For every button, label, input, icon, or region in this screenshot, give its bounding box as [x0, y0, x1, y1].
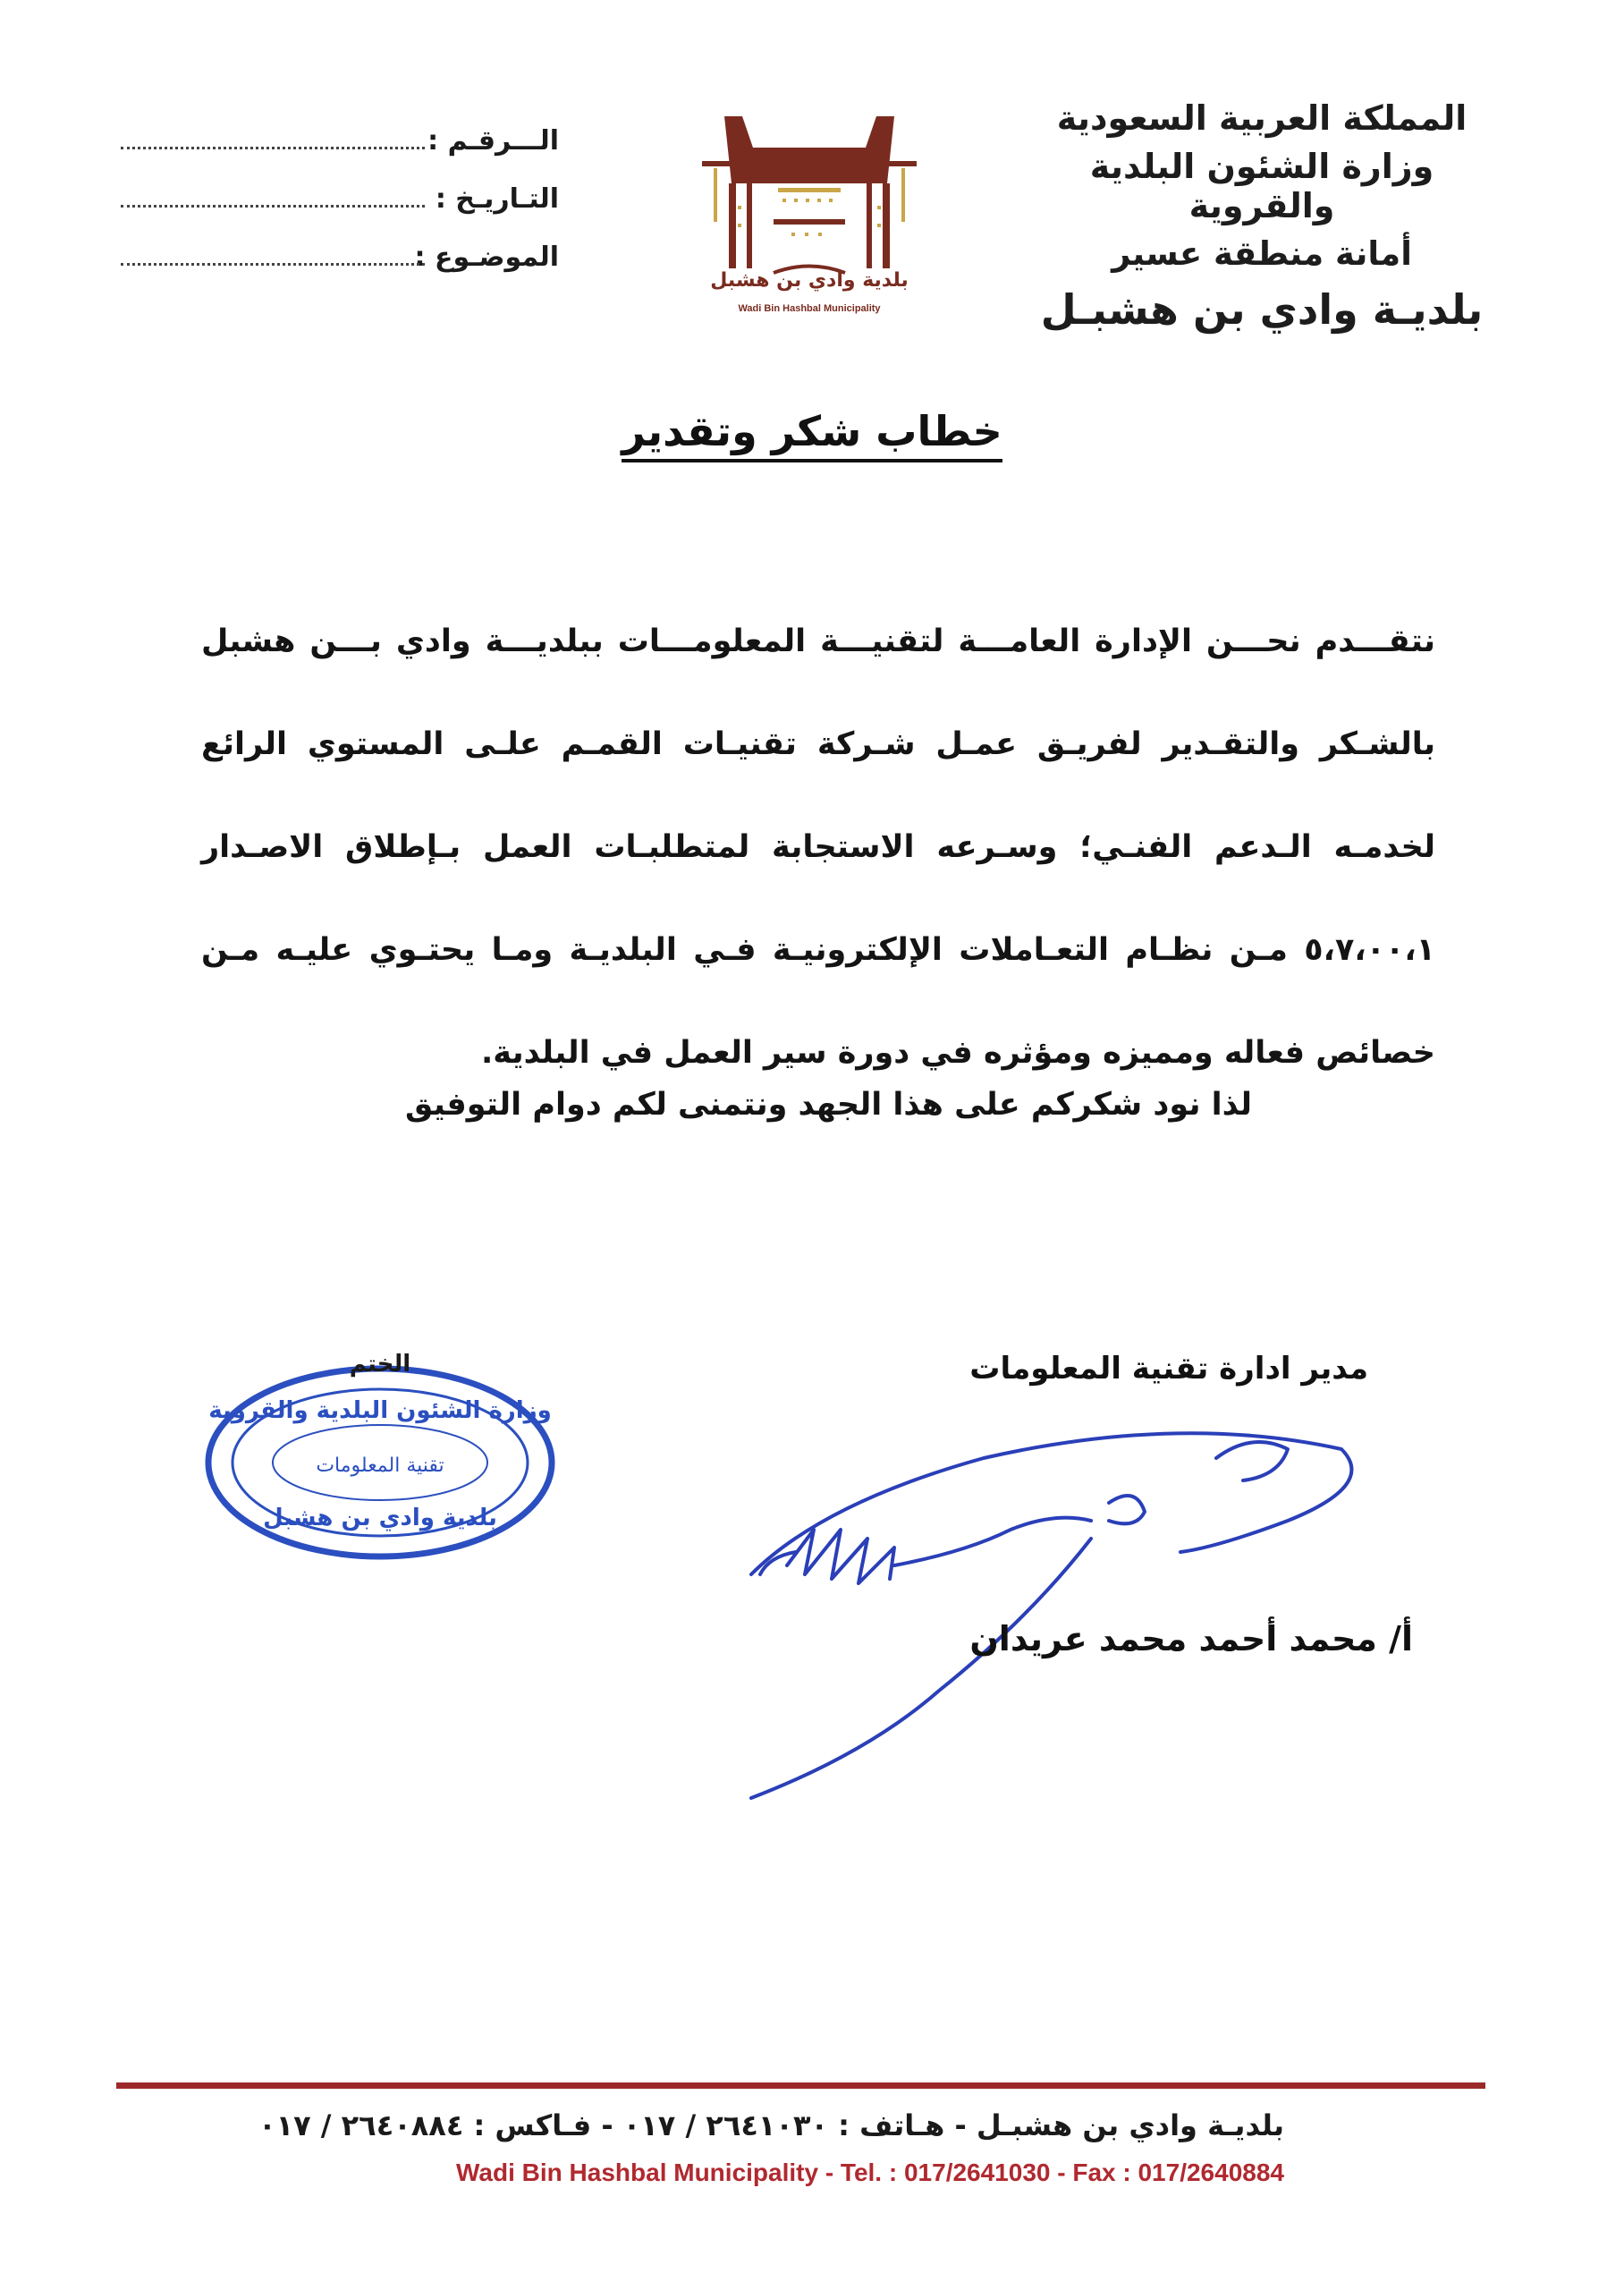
letter-body — [201, 590, 1435, 1105]
meta-date-row — [121, 183, 559, 242]
organization-header — [1011, 98, 1512, 334]
meta-subject-label: الموضـوع : — [414, 242, 559, 273]
signatory-name: أ/ محمد أحمد محمد عريدان — [969, 1619, 1413, 1658]
meta-date-label: التـاريـخ : — [435, 183, 559, 215]
official-stamp — [201, 1346, 559, 1565]
letter-paragraph: نتقـــدم نحـــن الإدارة العامـــة لتقنيـــة المعلومـــات ببلديـــة وادي بـــن هشبل بالشـكر والتقـدير لفريـق عمـل شـركة تقنيـات القمـم علـى المستوي الرائع لخدمـه الـدعم الفنـي؛ وسـرعه الاستجابة لمتطلبـات العمل بـإطلاق الاصـدار ٥،٧،٠٠،١ مـن نظـام التعـاملات الإلكترونيـة فـي البلديـة ومـا يحتـوي عليـه مـن خصائص فعاله ومميزه ومؤثره في دورة سير العمل في البلدية. — [201, 623, 1435, 1071]
stamp-top-label: الختم — [349, 1351, 411, 1378]
footer-divider — [116, 2082, 1485, 2089]
stamp-middle-text: تقنية المعلومات — [316, 1455, 444, 1477]
org-line-region: أمانة منطقة عسير — [1112, 234, 1412, 273]
org-line-ministry: وزارة الشئون البلدية والقروية — [1089, 147, 1434, 225]
meta-number-line — [121, 146, 425, 149]
meta-number-row — [121, 125, 559, 183]
letter-meta — [121, 125, 559, 300]
letter-title-text: خطاب شكر وتقدير — [622, 407, 1002, 462]
stamp-outer-text: وزارة الشئون البلدية والقروية — [208, 1397, 552, 1424]
footer-arabic-contact: بلديـة وادي بن هشبـل - هـاتف : ٢٦٤١٠٣٠ / ٠١٧ - فـاكس : ٢٦٤٠٨٨٤ / ٠١٧ — [258, 2108, 1284, 2142]
footer-english-contact: Wadi Bin Hashbal Municipality - Tel. : 017/2641030 - Fax : 017/2640884 — [456, 2159, 1284, 2186]
logo-english-name: Wadi Bin Hashbal Municipality — [738, 303, 881, 314]
meta-subject-row — [121, 242, 559, 300]
letter-title — [0, 407, 1624, 455]
meta-date-line — [121, 204, 425, 208]
org-line-kingdom: المملكة العربية السعودية — [1056, 98, 1468, 138]
letter-closing: لذا نود شكركم على هذا الجهد ونتمنى لكم دوام التوفيق — [405, 1087, 1252, 1123]
municipality-logo — [689, 98, 930, 322]
meta-subject-line — [121, 262, 425, 266]
signatory-title: مدير ادارة تقنية المعلومات — [969, 1351, 1368, 1387]
stamp-bottom-text: بلدية وادي بن هشبل — [263, 1505, 497, 1531]
logo-arabic-name: بلدية وادي بن هشبل — [710, 269, 909, 292]
org-line-municipality: بلديـة وادي بن هشبـل — [1040, 285, 1484, 334]
meta-number-label: الـــرقـم : — [427, 125, 559, 157]
